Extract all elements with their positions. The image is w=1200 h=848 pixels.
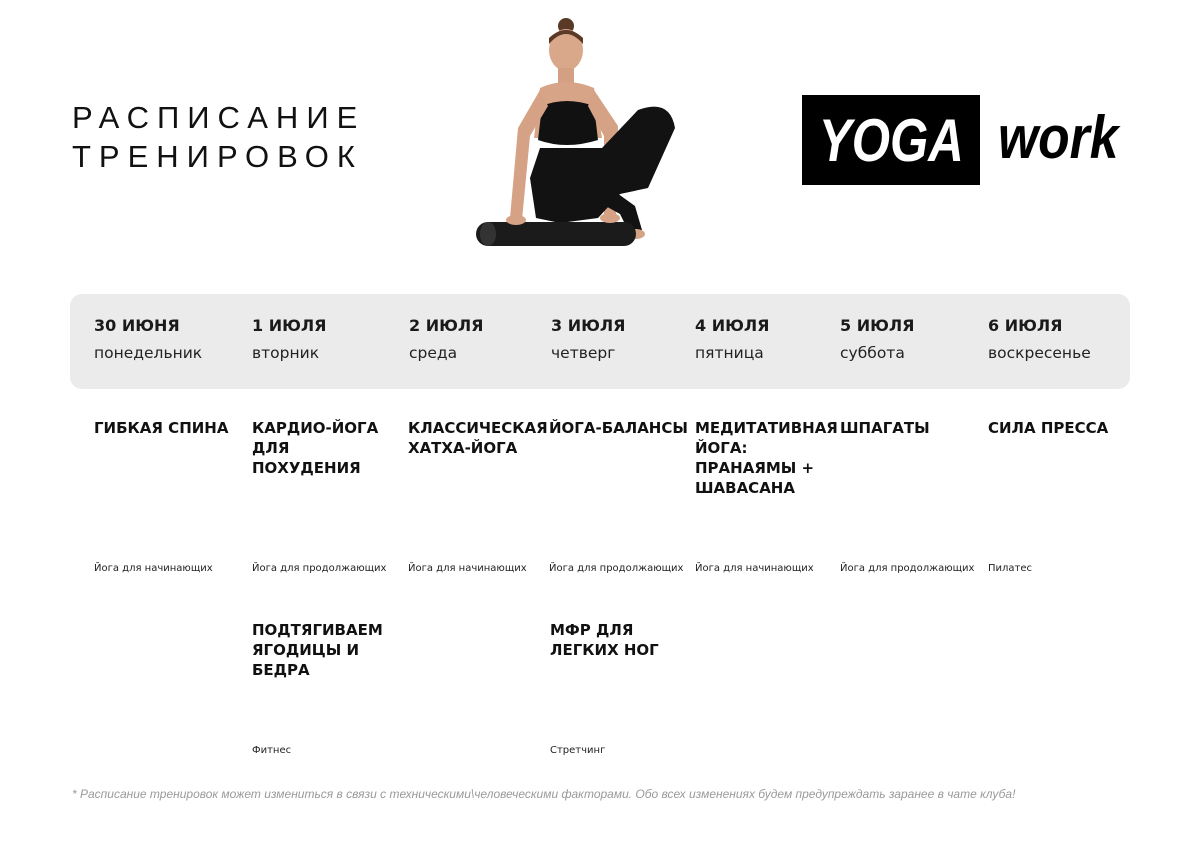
class-type: Стретчинг — [550, 745, 606, 756]
day-weekday: четверг — [551, 344, 616, 362]
instructor-photo — [470, 18, 685, 258]
class-type: Йога для начинающих — [695, 563, 814, 574]
class-type: Пилатес — [988, 563, 1033, 574]
logo-box — [802, 95, 980, 185]
class-type: Йога для начинающих — [408, 563, 527, 574]
class-name: МФР ДЛЯ ЛЕГКИХ НОГ — [550, 621, 659, 659]
class-type: Фитнес — [252, 745, 292, 756]
day-date: 30 ИЮНЯ — [94, 316, 180, 335]
day-date: 4 ИЮЛЯ — [695, 316, 770, 335]
day-weekday: воскресенье — [988, 344, 1091, 362]
class-name: ЙОГА-БАЛАНСЫ — [549, 419, 688, 437]
day-date: 1 ИЮЛЯ — [252, 316, 327, 335]
day-weekday: суббота — [840, 344, 905, 362]
yogawork-logo — [802, 95, 1142, 185]
class-type: Йога для начинающих — [94, 563, 213, 574]
days-header-bar — [70, 294, 1130, 389]
class-type: Йога для продолжающих — [840, 563, 975, 574]
class-name: КАРДИО-ЙОГА ДЛЯ ПОХУДЕНИЯ — [252, 419, 379, 477]
day-date: 2 ИЮЛЯ — [409, 316, 484, 335]
class-name: ШПАГАТЫ — [840, 419, 930, 437]
schedule-footnote: * Расписание тренировок может измениться в связи с техническими\человеческими факторами. Обо всех изменениях будем предупреждать заранее в чате клуба! — [72, 787, 1016, 801]
class-name: ПОДТЯГИВАЕМ ЯГОДИЦЫ И БЕДРА — [252, 621, 383, 679]
day-weekday: вторник — [252, 344, 320, 362]
day-date: 5 ИЮЛЯ — [840, 316, 915, 335]
class-name: СИЛА ПРЕССА — [988, 419, 1109, 437]
class-name: ГИБКАЯ СПИНА — [94, 419, 229, 437]
title-line-2: ТРЕНИРОВОК — [72, 139, 363, 174]
class-name: КЛАССИЧЕСКАЯ ХАТХА-ЙОГА — [408, 419, 548, 457]
logo-work-text: work — [998, 104, 1119, 171]
page-title — [72, 98, 365, 176]
day-date: 6 ИЮЛЯ — [988, 316, 1063, 335]
title-line-1: РАСПИСАНИЕ — [72, 100, 366, 135]
day-weekday: пятница — [695, 344, 764, 362]
day-weekday: среда — [409, 344, 458, 362]
class-type: Йога для продолжающих — [549, 563, 684, 574]
class-type: Йога для продолжающих — [252, 563, 387, 574]
day-weekday: понедельник — [94, 344, 203, 362]
logo-yoga-text: YOGA — [818, 106, 964, 174]
day-date: 3 ИЮЛЯ — [551, 316, 626, 335]
class-name: МЕДИТАТИВНАЯ ЙОГА: ПРАНАЯМЫ + ШАВАСАНА — [695, 419, 838, 497]
